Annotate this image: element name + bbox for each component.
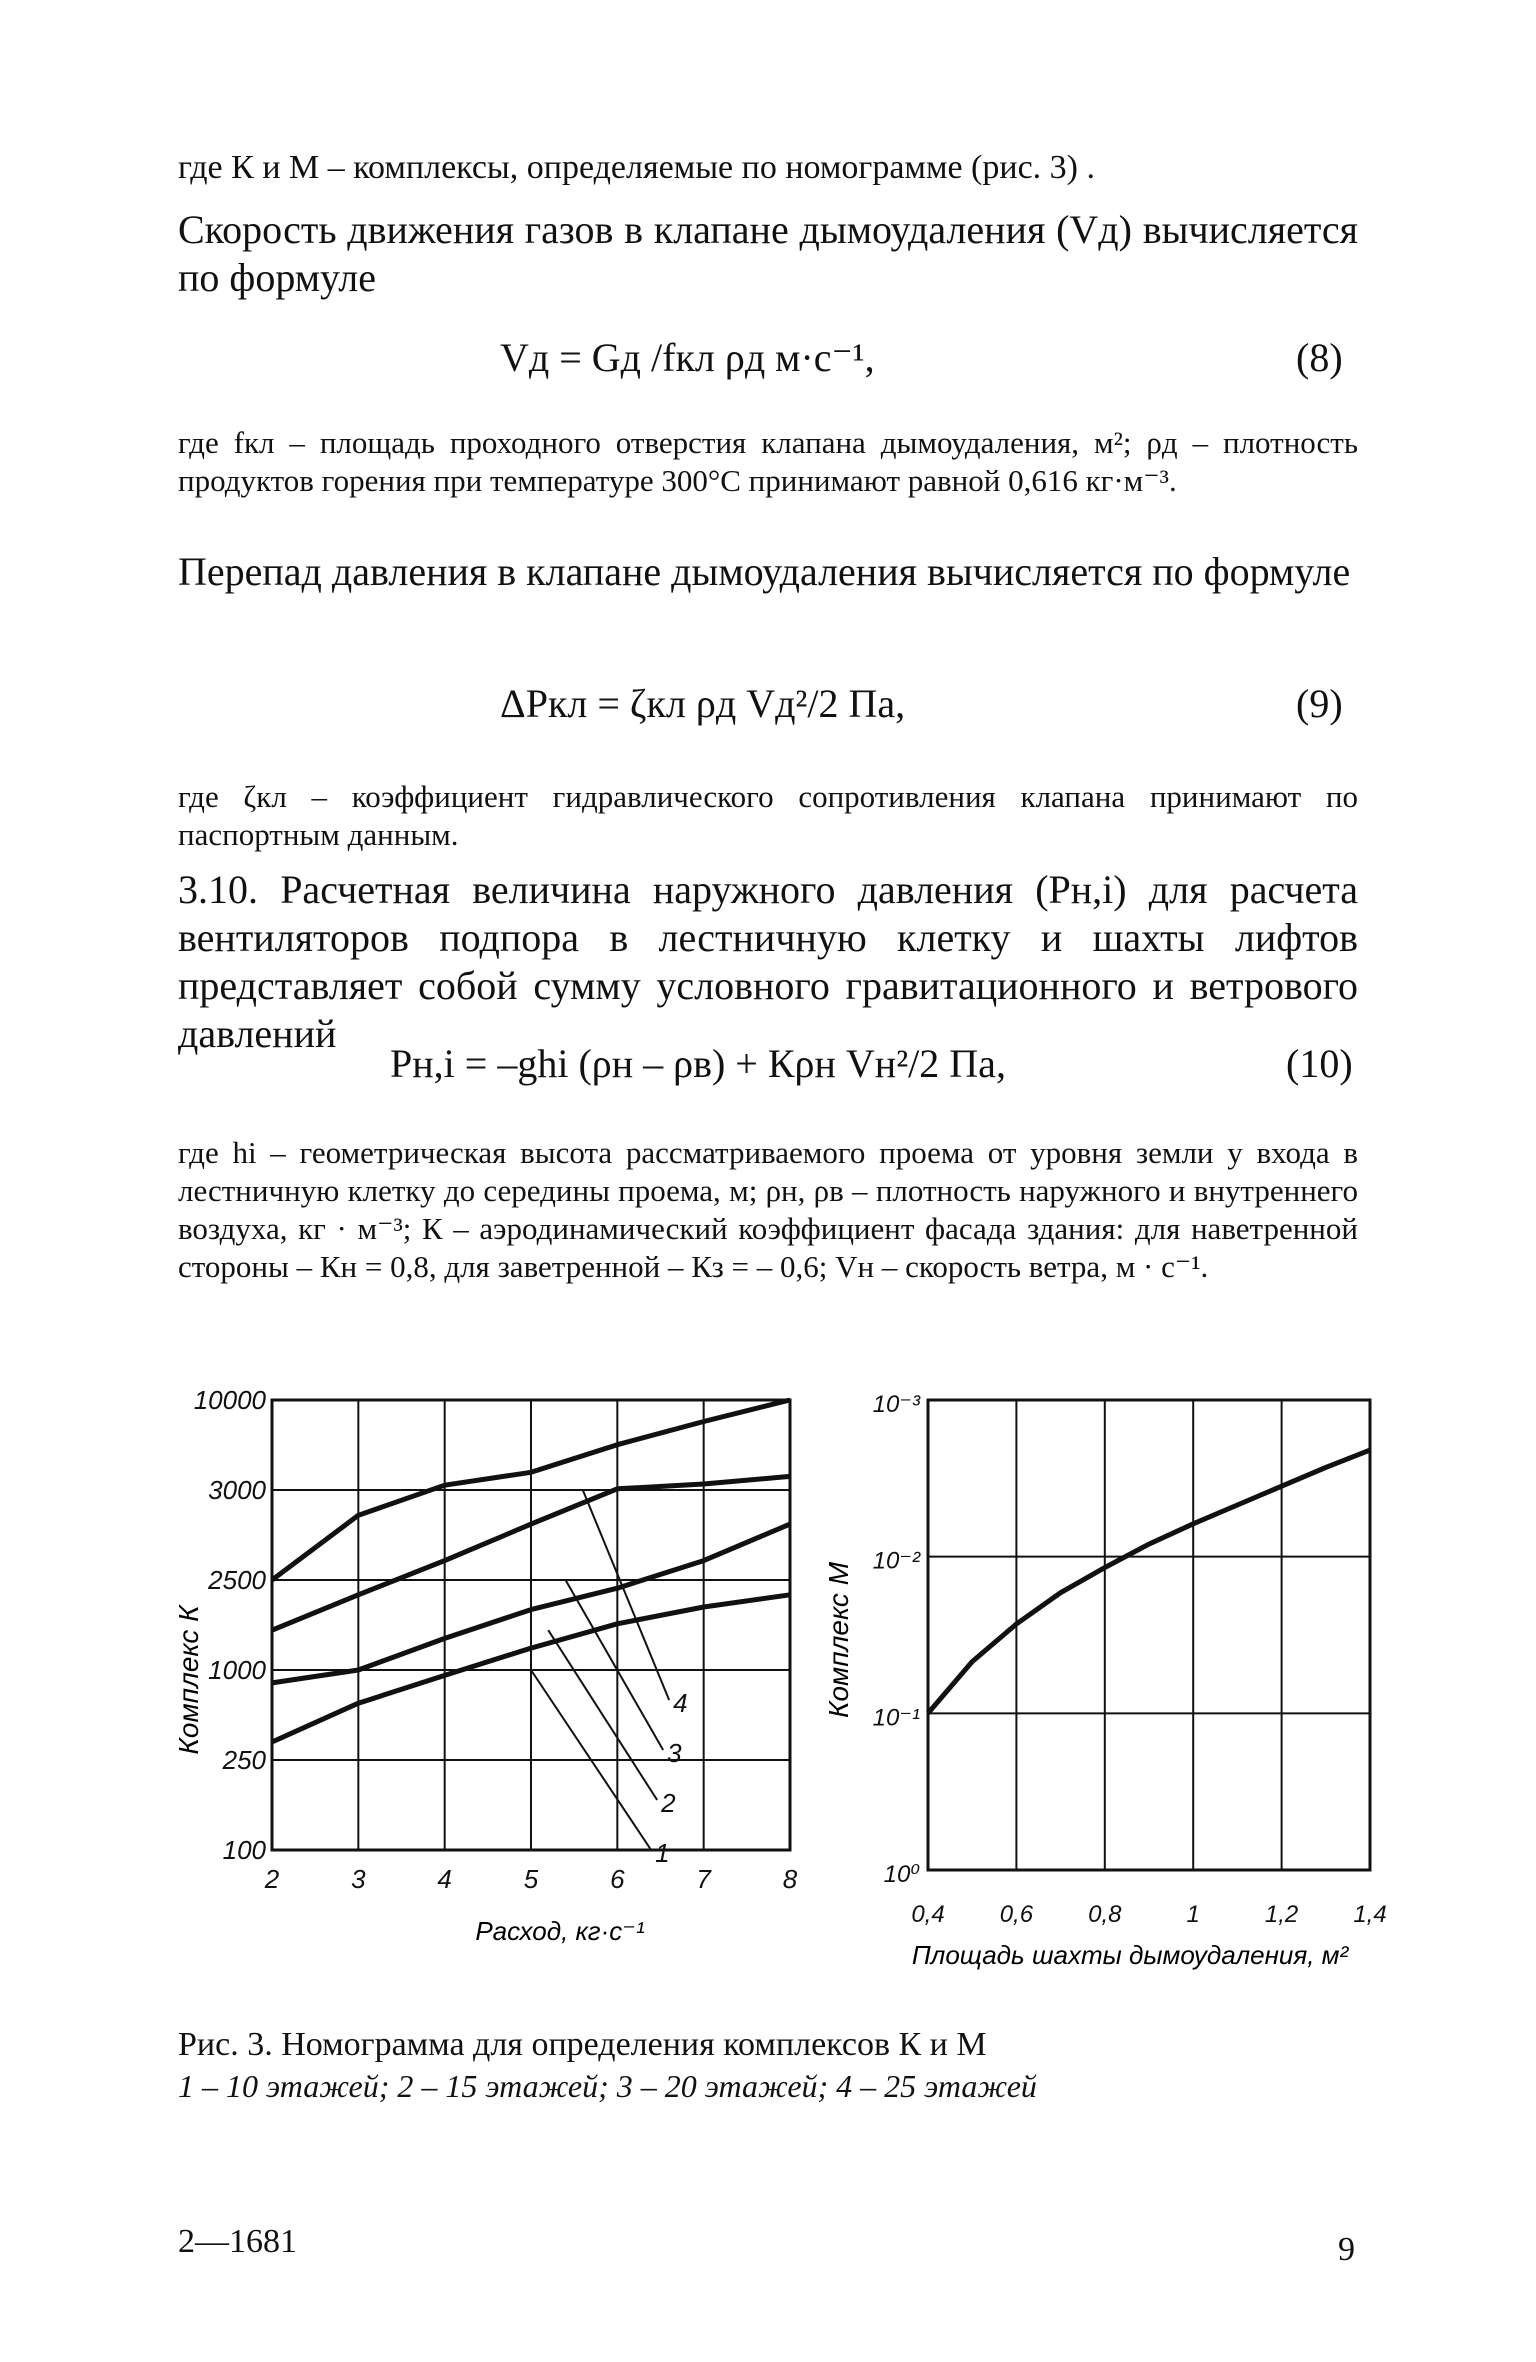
- m-frame: [928, 1400, 1370, 1870]
- m-x-axis-label: Площадь шахты дымоудаления, м²: [911, 1940, 1349, 1970]
- figure-legend: 1 – 10 этажей; 2 – 15 этажей; 3 – 20 этажей; 4 – 25 этажей: [178, 2068, 1037, 2104]
- m-x-tick-label: 0,4: [911, 1901, 945, 1928]
- formula-8-number: (8): [1296, 335, 1343, 380]
- footer-code: 2—1681: [178, 2223, 297, 2260]
- m-y-tick-label: 10⁻³: [872, 1391, 920, 1418]
- k-curve-label-3: 3: [667, 1738, 682, 1768]
- formula-9-number: (9): [1296, 681, 1343, 726]
- k-y-tick-label: 1000: [208, 1655, 266, 1685]
- k-y-axis-label: Комплекс К: [173, 1605, 204, 1755]
- m-y-tick-label: 10⁻²: [872, 1547, 920, 1575]
- k-x-tick-label: 8: [782, 1864, 798, 1894]
- velocity-paragraph: Скорость движения газов в клапане дымоудаления (Vд) вычисляется по формуле: [178, 207, 1358, 300]
- k-x-tick-label: 6: [610, 1864, 625, 1894]
- k-y-tick-label: 2500: [208, 1565, 266, 1595]
- k-y-tick-label: 250: [222, 1745, 266, 1775]
- k-curve-label-4: 4: [673, 1688, 688, 1718]
- page-number: 9: [1338, 2231, 1355, 2268]
- m-x-tick-label: 1,2: [1264, 1901, 1299, 1928]
- m-x-tick-label: 1,4: [1353, 1901, 1387, 1928]
- m-ticks: [873, 1391, 1387, 1928]
- k-x-tick-label: 5: [523, 1864, 539, 1894]
- k-leader-2: [548, 1630, 657, 1800]
- m-y-tick-label: 10⁰: [883, 1861, 920, 1888]
- k-x-axis-label: Расход, кг·с⁻¹: [475, 1916, 645, 1946]
- k-curve-label-2: 2: [661, 1788, 676, 1818]
- m-y-tick-label: 10⁻¹: [872, 1704, 920, 1732]
- pressure-drop-paragraph: Перепад давления в клапане дымоудаления вычисляется по формуле: [178, 549, 1351, 594]
- m-curves: [928, 1450, 1370, 1713]
- zeta-definition: где ζкл – коэффициент гидравлического сопротивления клапана принимают по паспортным данным.: [178, 779, 1358, 852]
- m-x-tick-label: 1: [1186, 1901, 1200, 1928]
- formula-10-number: (10): [1286, 1041, 1353, 1086]
- m-x-tick-label: 0,8: [1088, 1901, 1122, 1928]
- k-x-tick-label: 4: [437, 1864, 452, 1894]
- figure-caption: Рис. 3. Номограмма для определения комплексов К и М: [178, 2026, 987, 2063]
- k-ticks: [194, 1385, 798, 1894]
- k-y-tick-label: 3000: [208, 1475, 266, 1505]
- m-curve: [928, 1450, 1370, 1713]
- section-3-10-paragraph: 3.10. Расчетная величина наружного давления (Pн,i) для расчета вентиляторов подпора в лестничную клетку и шахты лифтов представляет собой сумму условного гравитационного и ветрового давлений: [178, 867, 1358, 1056]
- formula-9: ΔPкл = ζкл ρд Vд²/2 Па,: [500, 681, 906, 726]
- m-grid: [928, 1400, 1370, 1870]
- formula-10: Pн,i = –ghi (ρн – ρв) + Кρн Vн²/2 Па,: [390, 1041, 1006, 1086]
- fkl-definition: где fкл – площадь проходного отверстия клапана дымоудаления, м²; ρд – плотность продуктов горения при температуре 300°С принимают равной 0,616 кг·м⁻³.: [178, 425, 1358, 498]
- k-grid: [272, 1400, 790, 1850]
- k-curve-label-1: 1: [655, 1838, 670, 1868]
- k-leader-3: [566, 1580, 664, 1750]
- k-x-tick-label: 2: [264, 1864, 280, 1894]
- intro-line: где К и М – комплексы, определяемые по номограмме (рис. 3) .: [178, 149, 1095, 186]
- m-x-tick-label: 0,6: [999, 1901, 1034, 1928]
- formula-8: Vд = Gд /fкл ρд м·с⁻¹,: [500, 335, 875, 380]
- hi-definition: где hi – геометрическая высота рассматриваемого проема от уровня земли у входа в лестничную клетку до середины проема, м; ρн, ρв – плотность наружного и внутреннего воздуха, кг · м⁻³; К – аэродинамический коэффициент фасада здания: для наветренной стороны – Кн = 0,8, для заветренной – Кз = – 0,6; Vн – скорость ветра, м · с⁻¹.: [178, 1135, 1358, 1284]
- k-x-tick-label: 3: [351, 1864, 366, 1894]
- m-y-axis-label: Комплекс М: [823, 1561, 854, 1719]
- k-y-tick-label: 100: [222, 1835, 266, 1865]
- chart-complex-m: [823, 1370, 1390, 1970]
- k-x-tick-label: 7: [696, 1864, 711, 1894]
- k-y-tick-label: 10000: [193, 1385, 266, 1415]
- chart-complex-k: [160, 1380, 820, 1946]
